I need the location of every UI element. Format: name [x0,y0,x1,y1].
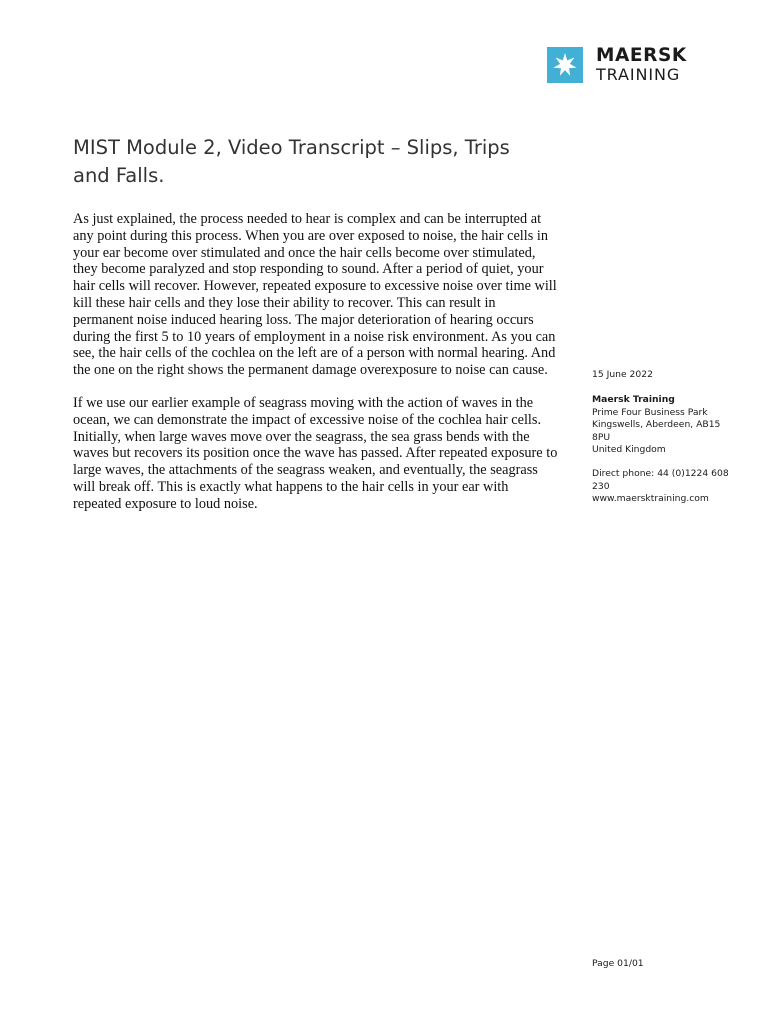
maersk-star-icon [547,47,583,83]
contact-sidebar [592,369,742,506]
address-line-3: 8PU [592,431,611,443]
address-line-1: Prime Four Business Park [592,406,708,418]
document-date: 15 June 2022 [592,369,653,380]
logo-line-maersk: MAERSK [596,45,687,67]
logo-wordmark [596,47,687,83]
company-name: Maersk Training [592,394,675,406]
maersk-training-logo [547,47,687,83]
logo-line-training: TRAINING [596,64,681,84]
page-number: Page 01/01 [592,958,644,969]
transcript-body [73,211,559,529]
address-line-2: Kingswells, Aberdeen, AB15 [592,419,721,431]
sidebar-spacer [592,456,742,468]
direct-phone: Direct phone: 44 (0)1224 608 230 [592,468,729,492]
website-link[interactable]: www.maersktraining.com [592,493,709,505]
paragraph-1: As just explained, the process needed to hear is complex and can be interrupted at any point during this process. When you are over exposed to noise, the hair cells in your ear become over stimulated and once the hair cells become over stimulated, they become paralyzed and stop responding to sound. After a period of quiet, your hair cells will recover. However, repeated exposure to excessive noise over time will kill these hair cells and they lose their ability to recover. This can result in permanent noise induced hearing loss. The major deterioration of hearing occurs during the first 5 to 10 years of employment in a noise risk environment. As you can see, the hair cells of the cochlea on the left are of a person with normal hearing. And the one on the right shows the permanent damage overexposure to noise can cause. [73,211,557,379]
document-title: MIST Module 2, Video Transcript – Slips, Trips and Falls. [73,136,510,187]
paragraph-2: If we use our earlier example of seagrass moving with the action of waves in the ocean, we can demonstrate the impact of excessive noise of the cochlea hair cells. Initially, when large waves move over the seagrass, the sea grass bends with the waves but recovers its position once the wave has passed. After repeated exposure to large waves, the attachments of the seagrass weaken, and eventually, the seagrass will break off. This is exactly what happens to the hair cells in your ear with repeated exposure to loud noise. [73,394,558,512]
address-line-4: United Kingdom [592,444,666,456]
